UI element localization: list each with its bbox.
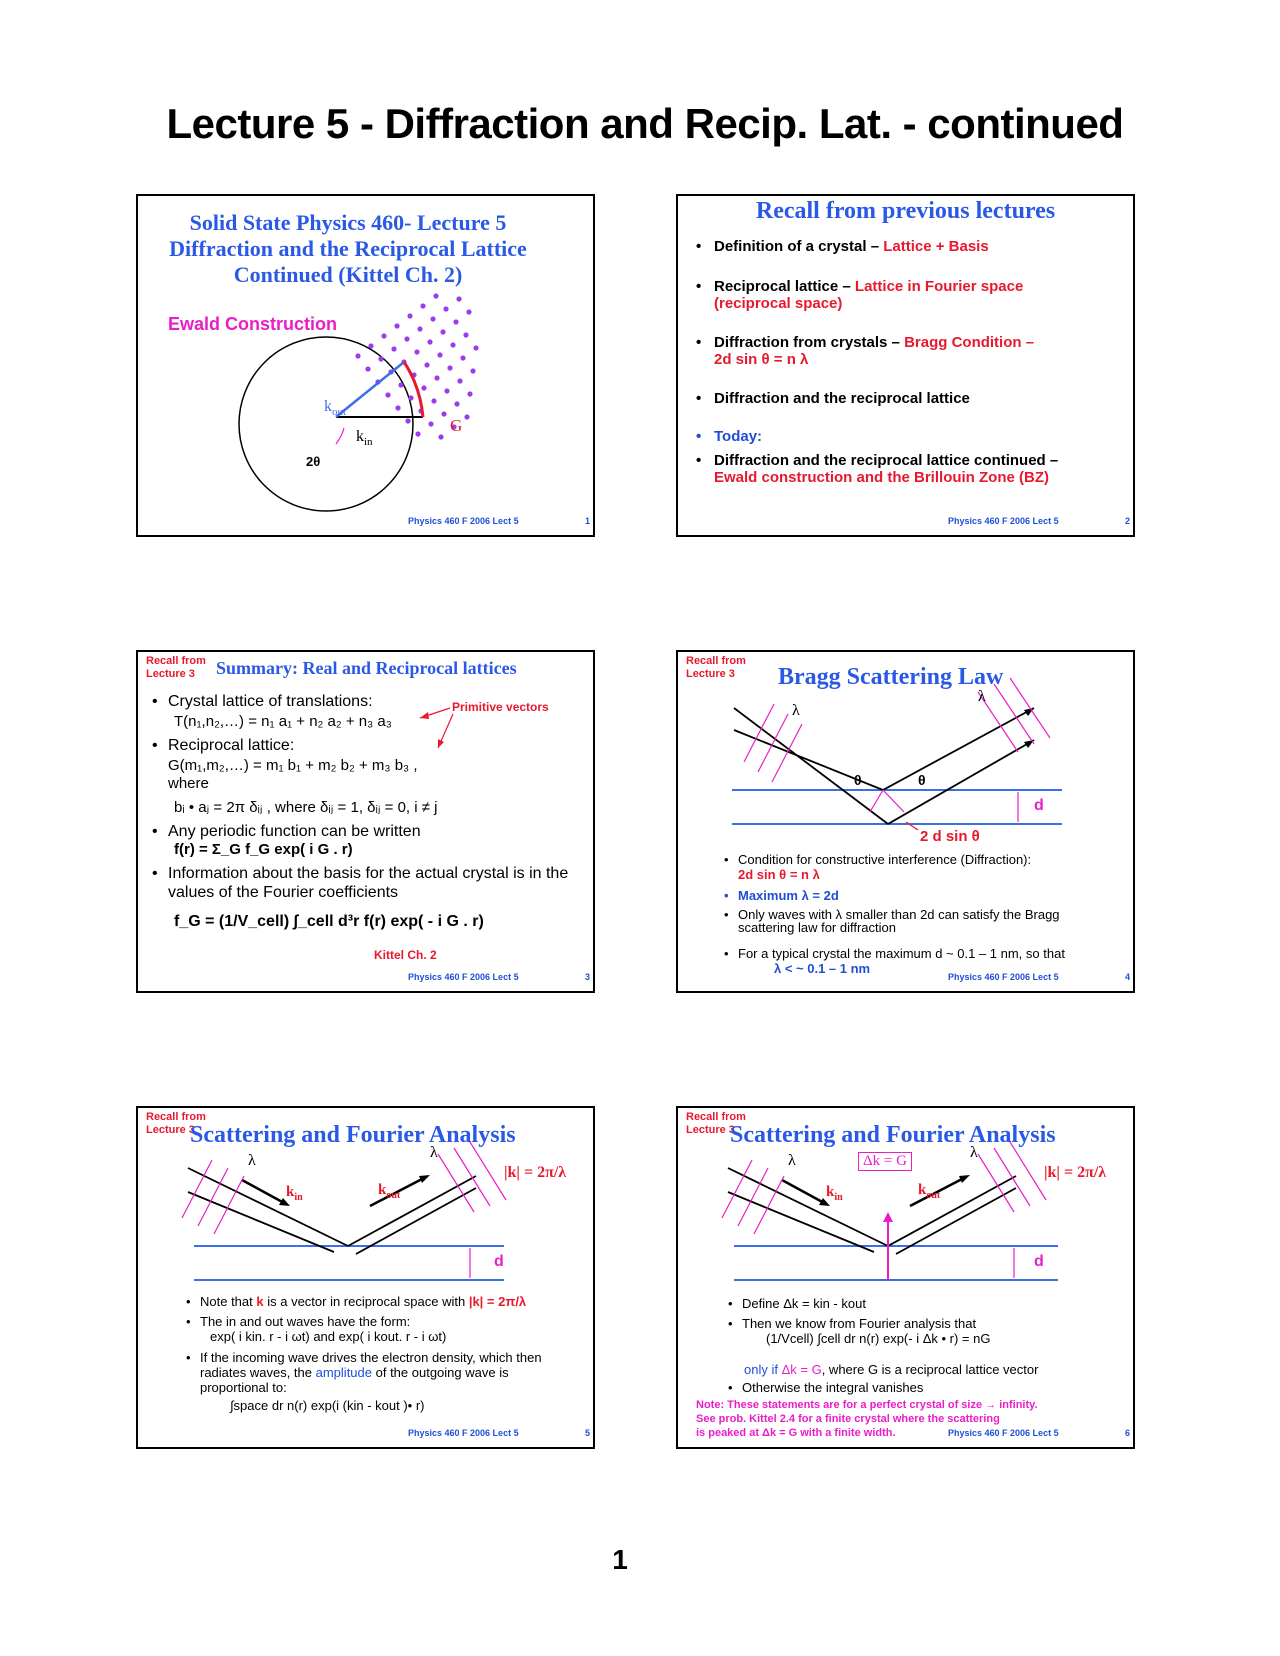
k-magnitude-label-6: |k| = 2π/λ [1044,1164,1107,1181]
lambda-label-left-5: λ [248,1152,256,1169]
lattice-point [408,395,413,400]
slide4-bullet-1: • Condition for constructive interference (Diffraction): 2d sin θ = n λ [724,852,1032,882]
slide6-footer: Physics 460 F 2006 Lect 5 [948,1428,1059,1438]
lattice-point [444,388,449,393]
lattice-point [460,355,465,360]
slide-6: Recall from Lecture 3 Scattering and Fourier Analysis Δk = G λ λ |k| = 2π/λ $k_{in}$ $k_{out}$ d • Define Δk = kin - kout • Then we know from Fourier analysis that (1/Vcell) ∫cell dr n(r) exp(- i Δk • r) = nG only if Δk = G, where G is a reciprocal lattice vector • Otherwise the integral vanishes Note: These statements are for a perfect crystal of size → infinity. See prob. Kittel 2.4 for a finite crystal where the scattering is peaked at Δk = G with a finite width. Physics 460 F 2006 Lect 5 6 [676,1106,1135,1449]
slide5-title: Scattering and Fourier Analysis [190,1122,516,1148]
slide5-footer: Physics 460 F 2006 Lect 5 [408,1428,519,1438]
lattice-point [431,398,436,403]
slide6-bullet-1: • Define Δk = kin - kout [728,1296,866,1311]
slide6-number: 6 [1124,1428,1130,1438]
slide2-bullet-6: • Diffraction and the reciprocal lattice continued – Ewald construction and the Brillouin Zone (BZ) [696,452,1059,486]
spacing-d-label-5: d [494,1253,504,1270]
lattice-point [456,296,461,301]
lattice-point [470,368,475,373]
lattice-point [473,345,478,350]
lattice-point [421,385,426,390]
page-number: 1 [612,1544,628,1575]
slide3-footer: Physics 460 F 2006 Lect 5 [408,972,519,982]
slide4-bullet-3: • Only waves with λ smaller than 2d can satisfy the Bragg scattering law for diffraction [724,907,1060,935]
slide6-note: Note: These statements are for a perfect crystal of size → infinity. See prob. Kittel 2.4 for a finite crystal where the scattering is peaked at Δk = G with a finite width. [696,1399,1038,1439]
slide4-footer: Physics 460 F 2006 Lect 5 [948,972,1059,982]
ewald-label: Ewald Construction [168,314,338,334]
lattice-point [420,303,425,308]
slide5-recall-label: Recall from Lecture 3 [146,1111,206,1136]
lattice-point [464,414,469,419]
slide-2 [676,194,1135,537]
lattice-point [463,332,468,337]
spacing-d-label: d [1034,797,1044,814]
slide1-footer: Physics 460 F 2006 Lect 5 [408,516,519,526]
slide1-title-line3: Continued (Kittel Ch. 2) [233,262,463,287]
slide3-title: Summary: Real and Reciprocal lattices [216,658,517,678]
lattice-point [365,366,370,371]
slide4-bullet-4: • For a typical crystal the maximum d ~ 0.1 – 1 nm, so that λ < ~ 0.1 – 1 nm [724,946,1065,976]
kin-label-6: k [826,1184,835,1200]
lattice-point [394,323,399,328]
slide6-recall-label: Recall from Lecture 3 [686,1111,746,1136]
slide3-recall-label: Recall from Lecture 3 [146,655,206,680]
lattice-point [427,339,432,344]
slide5-bullet-1: • Note that k is a vector in reciprocal space with |k| = 2π/λ [186,1294,527,1309]
slide3-bullet-3: • Any periodic function can be written [152,823,421,840]
kout-label: k [324,398,332,415]
lattice-point [404,336,409,341]
lattice-point [391,346,396,351]
lattice-point [417,326,422,331]
lattice-point [368,343,373,348]
lattice-point [430,316,435,321]
slide3-where: where [168,775,209,792]
slide6-bullet-4: • Otherwise the integral vanishes [728,1380,924,1395]
lattice-point [415,431,420,436]
kout-label-6: k [918,1182,927,1198]
lattice-point [441,411,446,416]
lattice-point [434,375,439,380]
slide-5: Recall from Lecture 3 Scattering and Fourier Analysis λ λ |k| = 2π/λ $k_{in}$ $k_{out}$ d • Note that k is a vector in reciprocal space with |k| = 2π/λ • The in and out waves have the form: exp( i kin. r - i ωt) and exp( i kout. r - i ωt) • If the incoming wave drives the electron density, which then radiates waves, the amplitude of the outgoing wave is proportional to: ∫space dr n(r) exp(i (kin - kout )• r) Physics 460 F 2006 Lect 5 5 [136,1106,595,1449]
primitive-vectors-label: Primitive vectors [452,700,549,714]
lattice-point [454,401,459,406]
lattice-point [433,293,438,298]
slide3-eq-fourier: f(r) = Σ_G f_G exp( i G . r) [174,841,353,858]
lattice-point [428,421,433,426]
lattice-point [467,391,472,396]
lattice-point [450,342,455,347]
lattice-point [443,306,448,311]
lattice-point [453,319,458,324]
lambda-label-left: λ [792,702,800,719]
spacing-d-label-6: d [1034,1253,1044,1270]
lambda-label-right-6: λ [970,1144,978,1161]
slide3-eq-reciprocal: G(m₁,m₂,…) = m₁ b₁ + m₂ b₂ + m₃ b₃ , [168,757,418,774]
lattice-point [385,392,390,397]
slide3-eq-orthogonality: bᵢ • aⱼ = 2π δᵢⱼ , where δᵢⱼ = 1, δᵢⱼ = 0, i ≠ j [174,799,438,816]
slide-4 [676,650,1135,993]
slide3-number: 3 [584,972,590,982]
lattice-point [405,418,410,423]
lattice-point [407,313,412,318]
slide4-title: Bragg Scattering Law [778,664,1004,690]
slide3-bullet-4: • Information about the basis for the actual crystal is in the values of the Fourier coefficients [152,865,569,901]
lattice-point [378,356,383,361]
kin-label: k [356,428,364,445]
slide4-bullet-2: • Maximum λ = 2d [724,888,839,903]
slide2-bullet-1: • Definition of a crystal – Lattice + Basis [696,238,989,255]
theta-label-right: θ [918,772,926,788]
slide-1: Solid State Physics 460- Lecture 5 Diffraction and the Reciprocal Lattice Continued (Kittel Ch. 2) Ewald Construction $k_{out}$ $k_{in}$ G 2θ Physics 460 F 2006 Lect 5 1 [136,194,595,537]
lattice-point [395,405,400,410]
slide5-eq-amplitude: ∫space dr n(r) exp(i (kin - kout )• r) [230,1398,425,1413]
kittel-label: Kittel Ch. 2 [374,948,437,962]
lattice-point [398,382,403,387]
slide2-bullet-4: • Diffraction and the reciprocal lattice [696,390,970,407]
slide2-bullet-today: • Today: [696,428,763,445]
slide4-number: 4 [1124,972,1130,982]
slide2-title: Recall from previous lectures [755,198,1056,224]
k-magnitude-label-5: |k| = 2π/λ [504,1164,567,1181]
slide6-title: Scattering and Fourier Analysis [730,1122,1056,1148]
lattice-point [447,365,452,370]
slide4-recall-label: Recall from Lecture 3 [686,655,746,680]
lattice-point [381,333,386,338]
ewald-diagram [138,196,595,537]
slide2-bullet-3: • Diffraction from crystals – Bragg Condition – 2d sin θ = n λ [696,334,1035,368]
bragg-diagram [678,652,1135,993]
kout-label-5: k [378,1182,387,1198]
slide1-title-line1: Solid State Physics 460- Lecture 5 [189,210,507,235]
slide2-number: 2 [1124,516,1130,526]
slide1-number: 1 [584,516,590,526]
slide3-bullet-1: • Crystal lattice of translations: [152,693,373,710]
two-theta-label: 2θ [306,454,321,469]
slide-3 [136,650,595,993]
g-label: G [450,416,463,435]
slide3-eq-translation: T(n₁,n₂,…) = n₁ a₁ + n₂ a₂ + n₃ a₃ [174,713,392,730]
delta-k-equals-g-box: Δk = G [858,1152,912,1171]
lattice-point [437,352,442,357]
lattice-point [414,349,419,354]
lattice-point [438,434,443,439]
slide2-bullet-2: • Reciprocal lattice – Lattice in Fourier space (reciprocal space) [696,278,1024,312]
slide6-bullet-2: • Then we know from Fourier analysis that (1/Vcell) ∫cell dr n(r) exp(- i Δk • r) = nG [728,1316,991,1346]
kin-label-5: k [286,1184,295,1200]
lambda-label-left-6: λ [788,1152,796,1169]
lambda-label-right-5: λ [430,1144,438,1161]
lattice-point [440,329,445,334]
slide5-bullet-2: • The in and out waves have the form: exp( i kin. r - i ωt) and exp( i kout. r - i ωt) [186,1314,447,1344]
slide5-number: 5 [584,1428,590,1438]
slide2-footer: Physics 460 F 2006 Lect 5 [948,516,1059,526]
lattice-point [424,362,429,367]
lambda-label-right: λ [978,688,986,705]
lattice-point [457,378,462,383]
slide3-eq-coefficient: f_G = (1/V_cell) ∫_cell d³r f(r) exp( - i G . r) [174,913,484,930]
slide1-title-line2: Diffraction and the Reciprocal Lattice [169,236,527,261]
slide6-condition: only if Δk = G, where G is a reciprocal lattice vector [744,1362,1039,1377]
slide3-bullet-2: • Reciprocal lattice: [152,737,295,754]
path-difference-label: 2 d sin θ [920,828,980,845]
page-title: Lecture 5 - Diffraction and Recip. Lat. - continued [166,100,1124,147]
lattice-point [355,353,360,358]
slide5-bullet-3: • If the incoming wave drives the electron density, which then radiates waves, the amplitude of the outgoing wave is proportional to: [186,1350,542,1395]
theta-label-left: θ [854,772,862,788]
lattice-point [466,309,471,314]
